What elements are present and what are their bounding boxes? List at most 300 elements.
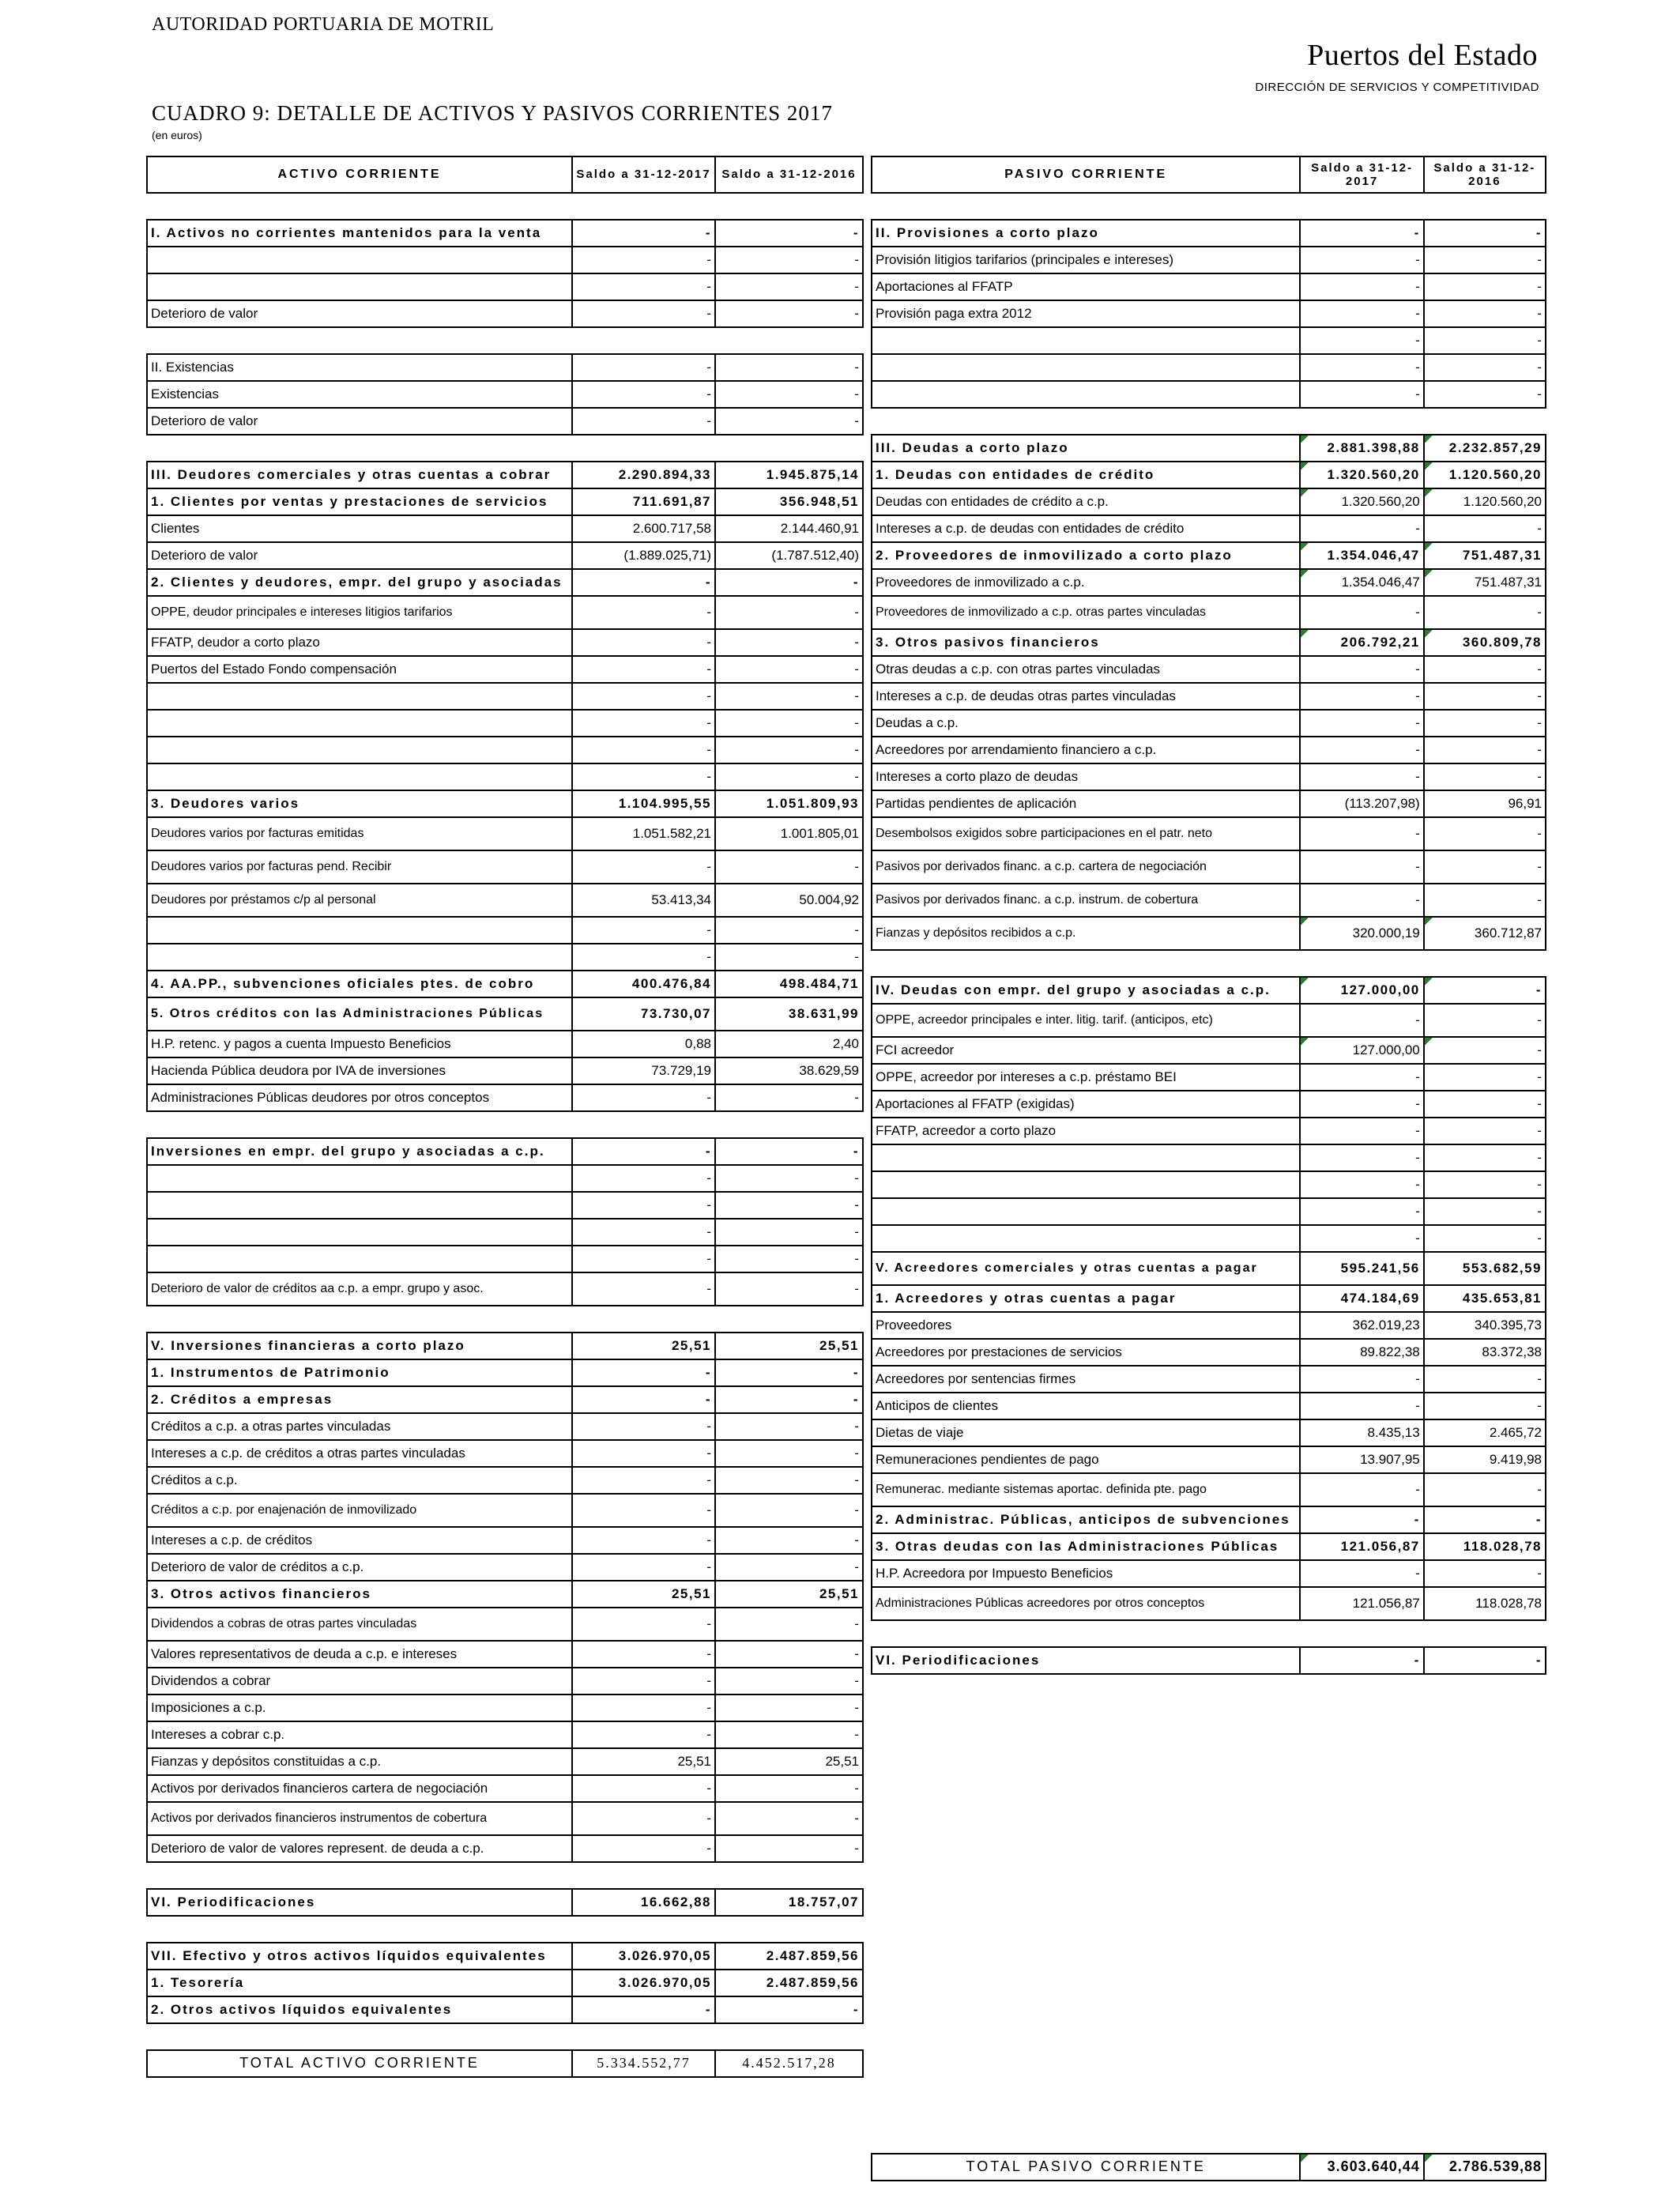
activo-row-label: Valores representativos de deuda a c.p. e intereses <box>147 1641 572 1668</box>
pasivo-row-value-2016: 1.120.560,20 <box>1424 488 1546 515</box>
pasivo-row-value-2016: - <box>1424 327 1546 354</box>
pasivo-row-label: H.P. Acreedora por Impuesto Beneficios <box>872 1560 1300 1587</box>
activo-row-label: 2. Otros activos líquidos equivalentes <box>147 1996 572 2023</box>
pasivo-table-row <box>872 1004 1546 1037</box>
pasivo-table-row <box>872 1366 1546 1393</box>
pasivo-row-value-2017: - <box>1300 300 1423 327</box>
pasivo-row-value-2017: (113.207,98) <box>1300 790 1423 817</box>
activo-row-value-2017: - <box>572 273 715 300</box>
pasivo-row-value-2017: - <box>1300 220 1423 247</box>
pasivo-row-value-2017: 13.907,95 <box>1300 1446 1423 1473</box>
activo-row-value-2017: 1.051.582,21 <box>572 817 715 850</box>
pasivo-row-value-2016: 118.028,78 <box>1424 1533 1546 1560</box>
activo-row-value-2017: - <box>572 1413 715 1440</box>
pasivo-row-value-2016: - <box>1424 300 1546 327</box>
pasivo-row-value-2016: - <box>1424 273 1546 300</box>
activo-table-row <box>147 273 863 300</box>
activo-row-label: Créditos a c.p. por enajenación de inmovilizado <box>147 1494 572 1527</box>
activo-row-value-2017: - <box>572 1440 715 1467</box>
activo-table-row <box>147 629 863 656</box>
activo-row-value-2016: 25,51 <box>715 1748 863 1775</box>
activo-table-row <box>147 944 863 971</box>
activo-row-label: Clientes <box>147 515 572 542</box>
pasivo-table-row <box>872 917 1546 950</box>
activo-row-value-2017: - <box>572 944 715 971</box>
activo-table-row <box>147 300 863 327</box>
pasivo-row-value-2017: 320.000,19 <box>1300 917 1423 950</box>
pasivo-row-label: VI. Periodificaciones <box>872 1647 1300 1674</box>
activo-table-row <box>147 884 863 917</box>
activo-row-value-2016: - <box>715 763 863 790</box>
pasivo-spacer <box>872 193 1546 220</box>
activo-table-row <box>147 1359 863 1386</box>
pasivo-table-row <box>872 1118 1546 1144</box>
activo-row-value-2017: - <box>572 1219 715 1246</box>
pasivo-row-value-2017: 2.881.398,88 <box>1300 435 1423 462</box>
units-note: (en euros) <box>152 129 202 141</box>
pasivo-header-row <box>872 156 1546 193</box>
activo-row-value-2017: - <box>572 1608 715 1641</box>
pasivo-row-value-2016: - <box>1424 817 1546 850</box>
activo-row-label: Inversiones en empr. del grupo y asociadas a c.p. <box>147 1138 572 1165</box>
pasivo-row-value-2016: - <box>1424 515 1546 542</box>
activo-row-value-2017: - <box>572 1721 715 1748</box>
pasivo-spacer-cell <box>872 1620 1546 1647</box>
activo-table-row <box>147 569 863 596</box>
pasivo-row-value-2017: - <box>1300 327 1423 354</box>
pasivo-row-label: 2. Proveedores de inmovilizado a corto plazo <box>872 542 1300 569</box>
activo-spacer-cell <box>147 1862 863 1889</box>
activo-row-value-2017: - <box>572 1775 715 1802</box>
pasivo-row-label: Fianzas y depósitos recibidos a c.p. <box>872 917 1300 950</box>
pasivo-row-value-2016: 360.712,87 <box>1424 917 1546 950</box>
activo-row-value-2017: - <box>572 1192 715 1219</box>
activo-row-label: Deterioro de valor <box>147 408 572 435</box>
activo-row-value-2016: - <box>715 1835 863 1862</box>
activo-table-row <box>147 247 863 273</box>
pasivo-row-value-2017: 127.000,00 <box>1300 977 1423 1004</box>
activo-table-row <box>147 710 863 737</box>
activo-row-value-2017: 73.730,07 <box>572 997 715 1031</box>
pasivo-row-label: V. Acreedores comerciales y otras cuentas a pagar <box>872 1252 1300 1285</box>
activo-row-value-2017: - <box>572 737 715 763</box>
activo-row-value-2016: - <box>715 1721 863 1748</box>
pasivo-row-value-2017: - <box>1300 1366 1423 1393</box>
pasivo-row-label: Intereses a corto plazo de deudas <box>872 763 1300 790</box>
pasivo-row-value-2016: 751.487,31 <box>1424 542 1546 569</box>
activo-row-value-2017: - <box>572 683 715 710</box>
activo-row-label: Intereses a c.p. de créditos a otras partes vinculadas <box>147 1440 572 1467</box>
pasivo-row-value-2017: - <box>1300 817 1423 850</box>
brand-logo-text: Puertos del Estado <box>1307 39 1538 72</box>
activo-row-label <box>147 917 572 944</box>
pasivo-table-row <box>872 220 1546 247</box>
pasivo-row-value-2017: 474.184,69 <box>1300 1285 1423 1312</box>
activo-row-value-2016: - <box>715 1440 863 1467</box>
pasivo-row-label: Otras deudas a c.p. con otras partes vinculadas <box>872 656 1300 683</box>
activo-row-value-2017: 711.691,87 <box>572 488 715 515</box>
activo-row-value-2017: - <box>572 1802 715 1835</box>
activo-row-value-2017: 25,51 <box>572 1581 715 1608</box>
pasivo-row-value-2016: - <box>1424 1225 1546 1252</box>
pasivo-row-value-2016: - <box>1424 1144 1546 1171</box>
activo-table-row <box>147 683 863 710</box>
pasivo-table-row <box>872 1091 1546 1118</box>
activo-row-value-2016: 38.629,59 <box>715 1057 863 1084</box>
activo-row-label <box>147 1165 572 1192</box>
pasivo-row-value-2016: - <box>1424 850 1546 884</box>
activo-table-row <box>147 817 863 850</box>
activo-table-row <box>147 656 863 683</box>
pasivo-row-value-2017: - <box>1300 1091 1423 1118</box>
activo-table-row <box>147 1413 863 1440</box>
pasivo-row-label: 3. Otras deudas con las Administraciones Públicas <box>872 1533 1300 1560</box>
pasivo-row-label: OPPE, acreedor por intereses a c.p. préstamo BEI <box>872 1064 1300 1091</box>
pasivo-row-value-2017: 1.320.560,20 <box>1300 462 1423 488</box>
pasivo-row-label: Proveedores <box>872 1312 1300 1339</box>
activo-row-value-2016: 38.631,99 <box>715 997 863 1031</box>
pasivo-row-value-2016: 553.682,59 <box>1424 1252 1546 1285</box>
pasivo-row-label <box>872 354 1300 381</box>
activo-row-value-2017: 0,88 <box>572 1031 715 1057</box>
activo-row-value-2017: - <box>572 1527 715 1554</box>
activo-row-value-2016: - <box>715 1084 863 1111</box>
activo-row-label <box>147 247 572 273</box>
activo-row-value-2016: - <box>715 1695 863 1721</box>
activo-row-value-2017: - <box>572 596 715 629</box>
pasivo-row-value-2016: - <box>1424 1506 1546 1533</box>
activo-table-row <box>147 850 863 884</box>
activo-row-value-2016: - <box>715 1608 863 1641</box>
activo-row-value-2017: - <box>572 763 715 790</box>
activo-row-label: Deterioro de valor de valores represent. de deuda a c.p. <box>147 1835 572 1862</box>
activo-row-value-2016: 356.948,51 <box>715 488 863 515</box>
activo-table-row <box>147 1165 863 1192</box>
pasivo-row-label: 1. Acreedores y otras cuentas a pagar <box>872 1285 1300 1312</box>
activo-row-label <box>147 1219 572 1246</box>
activo-spacer <box>147 435 863 462</box>
activo-table-row <box>147 381 863 408</box>
activo-table-row <box>147 462 863 488</box>
activo-row-value-2017: - <box>572 220 715 247</box>
activo-row-value-2017: 2.290.894,33 <box>572 462 715 488</box>
activo-row-value-2017: - <box>572 1359 715 1386</box>
activo-row-value-2017: 3.026.970,05 <box>572 1970 715 1996</box>
pasivo-table-row <box>872 435 1546 462</box>
pasivo-row-label: IV. Deudas con empr. del grupo y asociadas a c.p. <box>872 977 1300 1004</box>
pasivo-row-value-2017: 595.241,56 <box>1300 1252 1423 1285</box>
activo-row-value-2016: - <box>715 1802 863 1835</box>
pasivo-row-value-2017: - <box>1300 1506 1423 1533</box>
activo-row-value-2017: - <box>572 1386 715 1413</box>
activo-table-row <box>147 1246 863 1272</box>
activo-row-value-2016: - <box>715 629 863 656</box>
activo-table-row <box>147 1440 863 1467</box>
activo-total-row <box>147 2050 863 2077</box>
pasivo-row-label: Desembolsos exigidos sobre participaciones en el patr. neto <box>872 817 1300 850</box>
activo-row-value-2016: - <box>715 408 863 435</box>
pasivo-row-value-2017: - <box>1300 273 1423 300</box>
activo-row-value-2016: - <box>715 944 863 971</box>
activo-header-row <box>147 156 863 193</box>
activo-row-label: VI. Periodificaciones <box>147 1889 572 1916</box>
pasivo-row-label: III. Deudas a corto plazo <box>872 435 1300 462</box>
activo-table-row <box>147 354 863 381</box>
pasivo-table-row <box>872 1144 1546 1171</box>
pasivo-total-row <box>872 2154 1546 2181</box>
pasivo-row-label <box>872 327 1300 354</box>
pasivo-row-label: OPPE, acreedor principales e inter. litig. tarif. (anticipos, etc) <box>872 1004 1300 1037</box>
pasivo-row-label: Remunerac. mediante sistemas aportac. definida pte. pago <box>872 1473 1300 1506</box>
pasivo-row-value-2016: - <box>1424 1064 1546 1091</box>
pasivo-table-row <box>872 1339 1546 1366</box>
activo-spacer <box>147 1862 863 1889</box>
activo-table-row <box>147 971 863 997</box>
activo-row-label: Puertos del Estado Fondo compensación <box>147 656 572 683</box>
activo-row-value-2017: 53.413,34 <box>572 884 715 917</box>
pasivo-table-row <box>872 1252 1546 1285</box>
pasivo-row-label: Pasivos por derivados financ. a c.p. instrum. de cobertura <box>872 884 1300 917</box>
pasivo-row-value-2017: - <box>1300 1171 1423 1198</box>
activo-row-value-2016: - <box>715 1775 863 1802</box>
activo-row-label: Créditos a c.p. <box>147 1467 572 1494</box>
activo-row-label: Administraciones Públicas deudores por otros conceptos <box>147 1084 572 1111</box>
pasivo-table-row <box>872 1285 1546 1312</box>
pasivo-table-row <box>872 656 1546 683</box>
activo-row-value-2017: - <box>572 1835 715 1862</box>
activo-row-label: Activos por derivados financieros cartera de negociación <box>147 1775 572 1802</box>
pasivo-row-label: Administraciones Públicas acreedores por otros conceptos <box>872 1587 1300 1620</box>
pasivo-table-row <box>872 1647 1546 1674</box>
activo-row-value-2016: 25,51 <box>715 1581 863 1608</box>
activo-row-label: Deudores varios por facturas pend. Recibir <box>147 850 572 884</box>
pasivo-table-row <box>872 1037 1546 1064</box>
pasivo-table-row <box>872 569 1546 596</box>
pasivo-row-label: Provisión paga extra 2012 <box>872 300 1300 327</box>
pasivo-row-label: Aportaciones al FFATP <box>872 273 1300 300</box>
pasivo-row-label: Provisión litigios tarifarios (principales e intereses) <box>872 247 1300 273</box>
pasivo-row-value-2017: - <box>1300 381 1423 408</box>
activo-total-2016: 4.452.517,28 <box>715 2050 863 2077</box>
activo-col-2017: Saldo a 31-12-2017 <box>572 156 715 193</box>
pasivo-row-value-2017: 1.354.046,47 <box>1300 569 1423 596</box>
activo-row-value-2016: - <box>715 1138 863 1165</box>
pasivo-total-label: TOTAL PASIVO CORRIENTE <box>872 2154 1300 2181</box>
activo-spacer <box>147 1111 863 1138</box>
activo-row-value-2016: - <box>715 1527 863 1554</box>
activo-spacer <box>147 327 863 354</box>
activo-row-value-2016: 25,51 <box>715 1333 863 1359</box>
activo-row-value-2017: - <box>572 629 715 656</box>
activo-row-value-2016: 2,40 <box>715 1031 863 1057</box>
activo-table-row <box>147 1219 863 1246</box>
activo-row-value-2017: - <box>572 300 715 327</box>
pasivo-row-label: FCI acreedor <box>872 1037 1300 1064</box>
pasivo-row-label: Aportaciones al FFATP (exigidas) <box>872 1091 1300 1118</box>
activo-row-value-2016: - <box>715 1413 863 1440</box>
pasivo-row-value-2017: - <box>1300 1198 1423 1225</box>
activo-row-label: 5. Otros créditos con las Administraciones Públicas <box>147 997 572 1031</box>
activo-table-row <box>147 997 863 1031</box>
pasivo-table-row <box>872 1506 1546 1533</box>
pasivo-table-row <box>872 737 1546 763</box>
pasivo-table-row <box>872 1198 1546 1225</box>
activo-row-value-2017: 2.600.717,58 <box>572 515 715 542</box>
activo-row-label: Existencias <box>147 381 572 408</box>
activo-row-value-2017: - <box>572 1695 715 1721</box>
activo-row-value-2017: - <box>572 354 715 381</box>
activo-row-value-2017: - <box>572 1246 715 1272</box>
pasivo-row-value-2017: - <box>1300 1004 1423 1037</box>
pasivo-row-value-2017: - <box>1300 737 1423 763</box>
pasivo-row-value-2016: 2.232.857,29 <box>1424 435 1546 462</box>
pasivo-spacer-cell <box>872 408 1546 435</box>
pasivo-col-2016: Saldo a 31-12-2016 <box>1424 156 1546 193</box>
activo-row-value-2016: - <box>715 1996 863 2023</box>
activo-table-row <box>147 220 863 247</box>
activo-row-label <box>147 1246 572 1272</box>
pasivo-row-value-2016: 340.395,73 <box>1424 1312 1546 1339</box>
pasivo-row-value-2016: 360.809,78 <box>1424 629 1546 656</box>
activo-row-value-2017: 25,51 <box>572 1333 715 1359</box>
activo-row-value-2017: - <box>572 1668 715 1695</box>
pasivo-row-value-2016: - <box>1424 763 1546 790</box>
activo-table-row <box>147 1057 863 1084</box>
pasivo-row-value-2016: - <box>1424 596 1546 629</box>
pasivo-table-row <box>872 488 1546 515</box>
pasivo-table-row <box>872 1171 1546 1198</box>
activo-row-value-2017: 73.729,19 <box>572 1057 715 1084</box>
pasivo-row-value-2016: 2.465,72 <box>1424 1419 1546 1446</box>
pasivo-row-value-2017: 121.056,87 <box>1300 1587 1423 1620</box>
pasivo-row-value-2016: - <box>1424 1004 1546 1037</box>
pasivo-row-value-2016: 83.372,38 <box>1424 1339 1546 1366</box>
activo-row-label: Dividendos a cobrar <box>147 1668 572 1695</box>
activo-table-row <box>147 1996 863 2023</box>
activo-row-value-2017: (1.889.025,71) <box>572 542 715 569</box>
activo-row-label <box>147 944 572 971</box>
pasivo-heading: PASIVO CORRIENTE <box>872 156 1300 193</box>
activo-row-value-2017: - <box>572 1467 715 1494</box>
activo-row-value-2016: - <box>715 354 863 381</box>
pasivo-row-value-2016: - <box>1424 884 1546 917</box>
activo-row-value-2016: (1.787.512,40) <box>715 542 863 569</box>
pasivo-row-value-2017: - <box>1300 850 1423 884</box>
pasivo-table-row <box>872 1419 1546 1446</box>
activo-heading: ACTIVO CORRIENTE <box>147 156 572 193</box>
pasivo-row-value-2017: - <box>1300 763 1423 790</box>
pasivo-row-value-2017: - <box>1300 1225 1423 1252</box>
pasivo-row-label: Dietas de viaje <box>872 1419 1300 1446</box>
activo-row-label: OPPE, deudor principales e intereses litigios tarifarios <box>147 596 572 629</box>
pasivo-body <box>872 193 1546 1674</box>
activo-row-label: 1. Clientes por ventas y prestaciones de servicios <box>147 488 572 515</box>
pasivo-col-2017: Saldo a 31-12-2017 <box>1300 156 1423 193</box>
activo-row-value-2016: 498.484,71 <box>715 971 863 997</box>
pasivo-row-value-2017: 1.320.560,20 <box>1300 488 1423 515</box>
activo-row-label <box>147 683 572 710</box>
activo-table-row <box>147 1581 863 1608</box>
activo-row-value-2016: 1.051.809,93 <box>715 790 863 817</box>
activo-row-value-2016: 18.757,07 <box>715 1889 863 1916</box>
pasivo-row-value-2016: - <box>1424 1091 1546 1118</box>
activo-row-label: Deterioro de valor <box>147 542 572 569</box>
pasivo-row-value-2017: 121.056,87 <box>1300 1533 1423 1560</box>
activo-spacer-cell <box>147 193 863 220</box>
page-title: CUADRO 9: DETALLE DE ACTIVOS Y PASIVOS CORRIENTES 2017 <box>152 101 833 125</box>
pasivo-row-label: 3. Otros pasivos financieros <box>872 629 1300 656</box>
pasivo-row-label <box>872 1198 1300 1225</box>
activo-row-value-2017: 3.026.970,05 <box>572 1943 715 1970</box>
pasivo-spacer <box>872 950 1546 977</box>
pasivo-table-row <box>872 1312 1546 1339</box>
activo-row-value-2017: 400.476,84 <box>572 971 715 997</box>
activo-table-row <box>147 408 863 435</box>
pasivo-table-row <box>872 354 1546 381</box>
pasivo-table-row <box>872 884 1546 917</box>
activo-row-value-2017: - <box>572 569 715 596</box>
pasivo-row-value-2017: 89.822,38 <box>1300 1339 1423 1366</box>
activo-row-value-2017: 1.104.995,55 <box>572 790 715 817</box>
activo-table-row <box>147 1608 863 1641</box>
activo-row-label: Deudores por préstamos c/p al personal <box>147 884 572 917</box>
pasivo-row-value-2017: - <box>1300 354 1423 381</box>
pasivo-row-value-2017: - <box>1300 656 1423 683</box>
activo-row-value-2017: - <box>572 710 715 737</box>
activo-table-row <box>147 1333 863 1359</box>
activo-row-value-2017: - <box>572 1272 715 1306</box>
pasivo-row-value-2016: 751.487,31 <box>1424 569 1546 596</box>
activo-row-label <box>147 763 572 790</box>
pasivo-row-label: Proveedores de inmovilizado a c.p. <box>872 569 1300 596</box>
activo-row-label: Deterioro de valor de créditos a c.p. <box>147 1554 572 1581</box>
pasivo-table-row <box>872 683 1546 710</box>
activo-spacer-cell <box>147 1916 863 1943</box>
activo-corriente-table <box>146 156 864 2078</box>
pasivo-row-label: Deudas a c.p. <box>872 710 1300 737</box>
activo-row-value-2016: - <box>715 273 863 300</box>
pasivo-spacer-cell <box>872 193 1546 220</box>
activo-row-value-2016: - <box>715 1246 863 1272</box>
pasivo-table-row <box>872 817 1546 850</box>
activo-row-value-2017: - <box>572 1641 715 1668</box>
pasivo-row-value-2017: - <box>1300 884 1423 917</box>
activo-row-value-2017: - <box>572 408 715 435</box>
pasivo-row-value-2016: 96,91 <box>1424 790 1546 817</box>
activo-row-value-2017: - <box>572 850 715 884</box>
activo-table-row <box>147 1775 863 1802</box>
activo-table-row <box>147 1802 863 1835</box>
activo-row-value-2016: 2.487.859,56 <box>715 1943 863 1970</box>
activo-row-label: H.P. retenc. y pagos a cuenta Impuesto Beneficios <box>147 1031 572 1057</box>
activo-table-row <box>147 1554 863 1581</box>
activo-row-value-2016: 1.945.875,14 <box>715 462 863 488</box>
activo-row-label <box>147 273 572 300</box>
pasivo-row-value-2016: - <box>1424 683 1546 710</box>
pasivo-row-value-2017: - <box>1300 515 1423 542</box>
activo-row-value-2016: - <box>715 1554 863 1581</box>
activo-row-value-2016: 2.487.859,56 <box>715 1970 863 1996</box>
pasivo-row-value-2016: - <box>1424 381 1546 408</box>
activo-row-label <box>147 1192 572 1219</box>
pasivo-row-label <box>872 1171 1300 1198</box>
activo-row-value-2016: - <box>715 1165 863 1192</box>
pasivo-row-value-2016: - <box>1424 247 1546 273</box>
activo-spacer-cell <box>147 1306 863 1333</box>
activo-row-label: 3. Otros activos financieros <box>147 1581 572 1608</box>
pasivo-table-row <box>872 1533 1546 1560</box>
activo-row-value-2016: - <box>715 917 863 944</box>
